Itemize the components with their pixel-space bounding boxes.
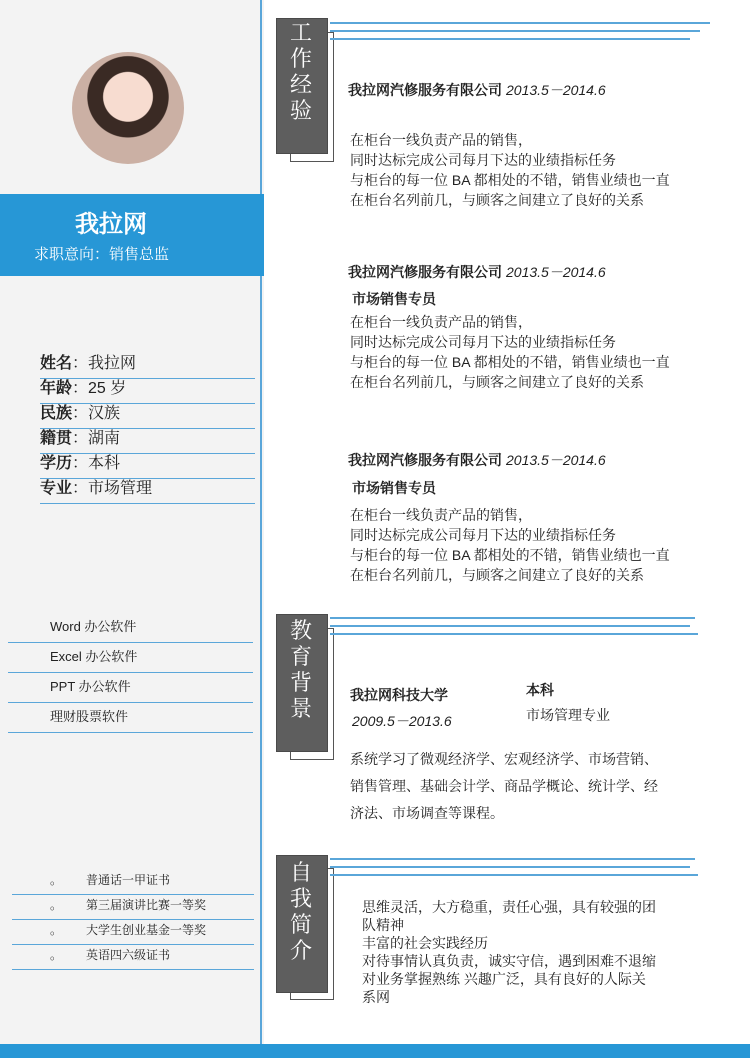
work-company: 我拉网汽修服务有限公司 2013.5－2014.6 — [348, 264, 606, 280]
work-section-title — [276, 20, 326, 124]
vertical-divider — [260, 0, 262, 1058]
skill-item: Excel 办公软件 — [8, 642, 253, 673]
skill-item: PPT 办公软件 — [8, 672, 253, 703]
major: 市场管理专业 — [526, 707, 610, 723]
info-row-name: 姓名：我拉网 — [40, 353, 255, 379]
education-section-title — [276, 618, 326, 722]
info-row-age: 年龄：25 岁 — [40, 378, 255, 404]
bottom-bar — [0, 1044, 750, 1058]
info-row-major: 专业：市场管理 — [40, 478, 255, 504]
section-title-text: 自 我 简 介 — [289, 860, 312, 963]
work-duties: 在柜台一线负责产品的销售， 同时达标完成公司每月下达的业绩指标任务 与柜台的每一位 BA 都相处的不错，销售业绩也一直 在柜台名列前几，与顾客之间建立了良好的关系 — [350, 507, 670, 583]
section-title-text: 教 育 背 景 — [289, 618, 312, 721]
section-rule — [330, 22, 710, 24]
info-row-education: 学历：本科 — [40, 453, 255, 479]
school-name: 我拉网科技大学 — [350, 687, 448, 703]
degree: 本科 — [526, 682, 554, 698]
work-role: 市场销售专员 — [352, 291, 436, 307]
self-section-title — [276, 860, 326, 964]
courses: 系统学习了微观经济学、宏观经济学、市场营销、 销售管理、基础会计学、商品学概论、统计学、经 济法、市场调查等课程。 — [350, 751, 658, 821]
certificate-item: 。 第三届演讲比赛一等奖 — [12, 894, 254, 920]
skill-item: 理财股票软件 — [8, 702, 253, 733]
work-role: 市场销售专员 — [352, 480, 436, 496]
section-rule — [330, 858, 695, 860]
work-company: 我拉网汽修服务有限公司 2013.5－2014.6 — [348, 82, 606, 98]
info-row-ethnicity: 民族：汉族 — [40, 403, 255, 429]
work-duties: 在柜台一线负责产品的销售， 同时达标完成公司每月下达的业绩指标任务 与柜台的每一位 BA 都相处的不错，销售业绩也一直 在柜台名列前几，与顾客之间建立了良好的关系 — [350, 132, 670, 208]
section-rule — [330, 633, 698, 635]
avatar — [72, 52, 184, 164]
section-rule — [330, 866, 690, 868]
section-title-text: 工 作 经 验 — [289, 20, 312, 123]
candidate-name: 我拉网 — [75, 211, 147, 238]
section-rule — [330, 30, 700, 32]
job-intent: 求职意向：销售总监 — [34, 246, 170, 263]
self-intro-text: 思维灵活，大方稳重，责任心强，具有较强的团 队精神 丰富的社会实践经历 对待事情认真负责，诚实守信，遇到困难不退缩 对业务掌握熟练 兴趣广泛，具有良好的人际关 系网 — [362, 899, 656, 1005]
skill-item: Word 办公软件 — [8, 612, 253, 643]
section-rule — [330, 874, 698, 876]
certificate-item: 。 大学生创业基金一等奖 — [12, 919, 254, 945]
info-row-hometown: 籍贯：湖南 — [40, 428, 255, 454]
section-rule — [330, 38, 690, 40]
certificate-item: 。 普通话一甲证书 — [12, 869, 254, 895]
work-duties: 在柜台一线负责产品的销售， 同时达标完成公司每月下达的业绩指标任务 与柜台的每一位 BA 都相处的不错，销售业绩也一直 在柜台名列前几，与顾客之间建立了良好的关系 — [350, 314, 670, 390]
section-rule — [330, 617, 695, 619]
certificate-item: 。 英语四六级证书 — [12, 944, 254, 970]
work-company: 我拉网汽修服务有限公司 2013.5－2014.6 — [348, 452, 606, 468]
school-period: 2009.5－2013.6 — [352, 713, 452, 729]
section-rule — [330, 625, 690, 627]
